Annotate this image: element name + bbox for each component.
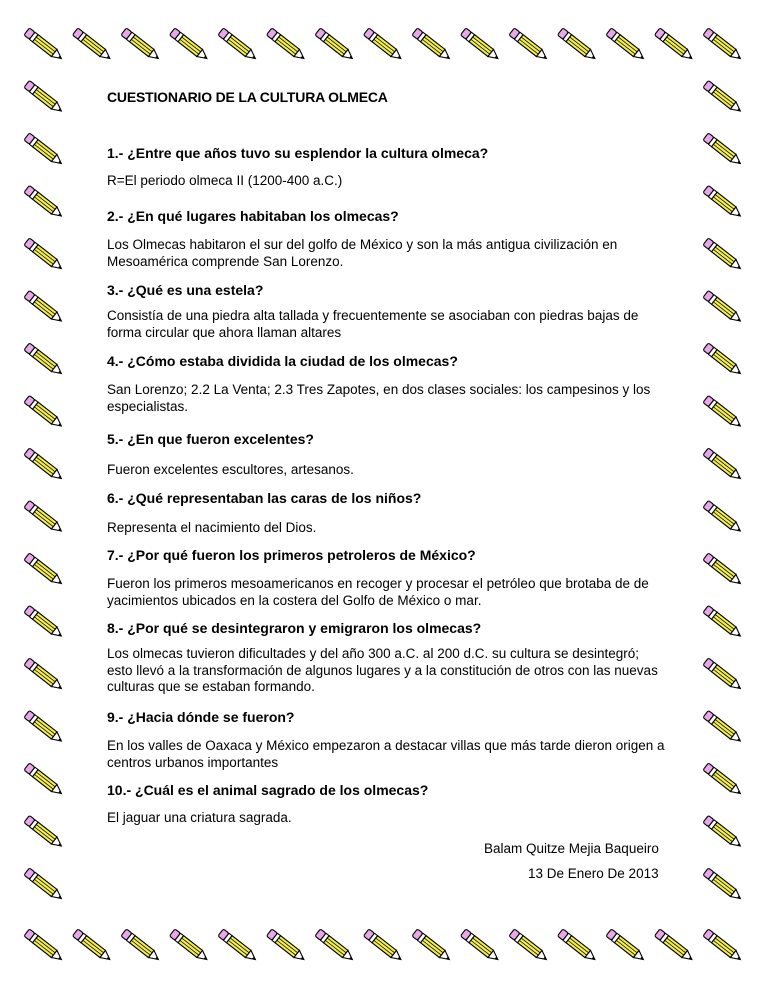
answer-7: Fueron los primeros mesoamericanos en recoger y procesar el petróleo que brotaba de de yacimientos ubicados en la costera del Golfo de México o mar.: [107, 576, 649, 608]
question-5: 5.- ¿En que fueron excelentes?: [107, 431, 314, 447]
question-4: 4.- ¿Cómo estaba dividida la ciudad de los olmecas?: [107, 353, 458, 369]
question-10: 10.- ¿Cuál es el animal sagrado de los olmecas?: [107, 782, 429, 798]
answer-5: Fueron excelentes escultores, artesanos.: [107, 462, 354, 477]
answer-2: Los Olmecas habitaron el sur del golfo de México y son la más antigua civilización en Mesoamérica comprende San Lorenzo.: [107, 237, 618, 269]
document-date: 13 De Enero De 2013: [528, 866, 659, 881]
answer-8: Los olmecas tuvieron dificultades y del año 300 a.C. al 200 d.C. su cultura se desintegró; esto llevó a la transformación de algunos lugares y a la constitución de otros con las nuevas culturas que se estaban formando.: [107, 646, 658, 694]
answer-10: El jaguar una criatura sagrada.: [107, 810, 292, 825]
question-9: 9.- ¿Hacia dónde se fueron?: [107, 709, 295, 725]
page-title: CUESTIONARIO DE LA CULTURA OLMECA: [107, 89, 388, 105]
question-6: 6.- ¿Qué representaban las caras de los niños?: [107, 490, 422, 506]
author-name: Balam Quitze Mejia Baqueiro: [484, 841, 659, 856]
answer-1: R=El periodo olmeca II (1200-400 a.C.): [107, 173, 343, 188]
question-2: 2.- ¿En qué lugares habitaban los olmecas?: [107, 208, 399, 224]
answer-4: San Lorenzo; 2.2 La Venta; 2.3 Tres Zapotes, en dos clases sociales: los campesinos y los especialistas.: [107, 382, 651, 414]
question-8: 8.- ¿Por qué se desintegraron y emigraron los olmecas?: [107, 620, 482, 636]
answer-6: Representa el nacimiento del Dios.: [107, 520, 317, 535]
question-7: 7.- ¿Por qué fueron los primeros petroleros de México?: [107, 547, 476, 563]
answer-9: En los valles de Oaxaca y México empezaron a destacar villas que más tarde dieron origen a centros urbanos importantes: [107, 738, 665, 770]
question-1: 1.- ¿Entre que años tuvo su esplendor la cultura olmeca?: [107, 145, 489, 161]
question-3: 3.- ¿Qué es una estela?: [107, 282, 264, 298]
answer-3: Consistía de una piedra alta tallada y frecuentemente se asociaban con piedras bajas de forma circular que ahora llaman altares: [107, 308, 639, 340]
